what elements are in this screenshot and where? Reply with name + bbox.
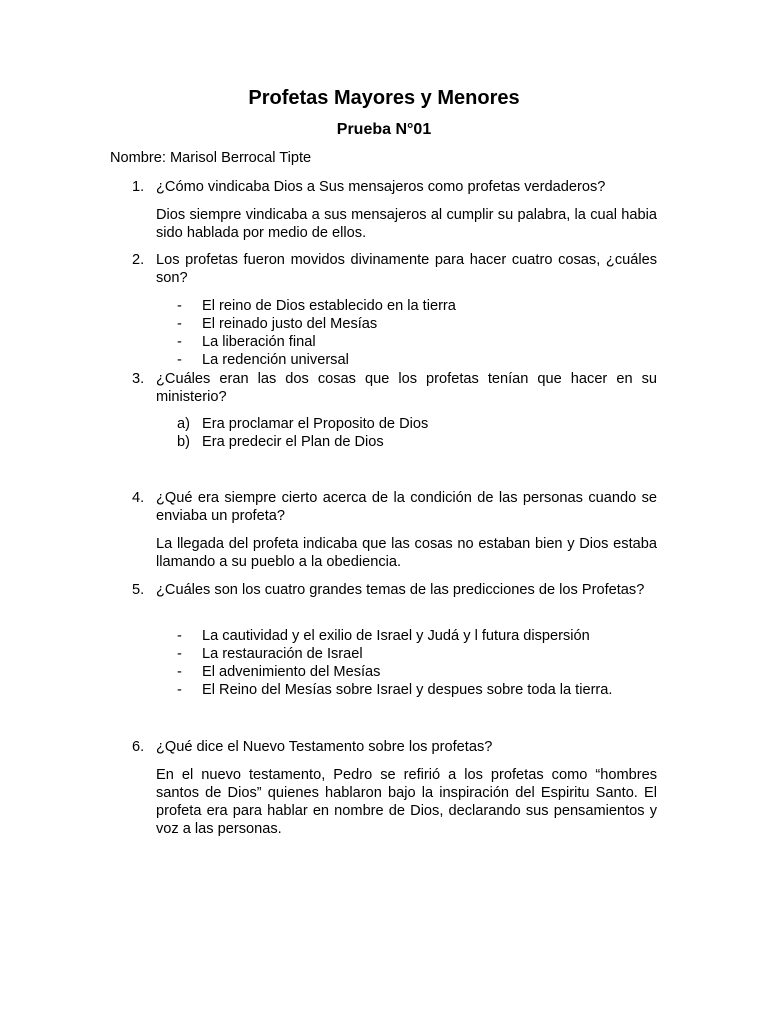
- list-item: [177, 433, 384, 451]
- question-number: 5.: [132, 582, 145, 598]
- student-name: Nombre: Marisol Berrocal Tipte: [110, 150, 312, 166]
- list-marker: -: [177, 664, 182, 680]
- list-item-text: Era predecir el Plan de Dios: [202, 434, 384, 450]
- answer-6: En el nuevo testamento, Pedro se refirió a los profetas como “hombres santos de Dios” quienes hablaron bajo la inspiración del Espiritu Santo. El profeta era para hablar en nombre de Dios, declarando sus pensamientos y voz a las personas.: [156, 767, 657, 837]
- list-item-text: La liberación final: [202, 334, 316, 350]
- list-marker: b): [177, 434, 190, 450]
- list-marker: -: [177, 628, 182, 644]
- question-text: ¿Cuáles eran las dos cosas que los profetas tenían que hacer en su ministerio?: [156, 371, 657, 405]
- page-subtitle: Prueba N°01: [336, 121, 432, 138]
- list-item: [177, 333, 316, 351]
- list-marker: -: [177, 298, 182, 314]
- question-number: 6.: [132, 739, 145, 755]
- list-marker: -: [177, 352, 182, 368]
- list-item: [177, 645, 363, 663]
- question-4: [132, 489, 657, 525]
- list-item: [177, 663, 380, 681]
- question-text: ¿Cuáles son los cuatro grandes temas de las predicciones de los Profetas?: [156, 582, 645, 598]
- question-number: 3.: [132, 371, 145, 387]
- question-number: 1.: [132, 179, 145, 195]
- answer-4: La llegada del profeta indicaba que las cosas no estaban bien y Dios estaba llamando a su pueblo a la obediencia.: [156, 536, 657, 570]
- list-marker: -: [177, 334, 182, 350]
- list-item-text: La cautividad y el exilio de Israel y Judá y l futura dispersión: [202, 628, 590, 644]
- list-item: [177, 627, 590, 645]
- page-title: Profetas Mayores y Menores: [248, 87, 520, 109]
- list-marker: -: [177, 316, 182, 332]
- list-item-text: Era proclamar el Proposito de Dios: [202, 416, 429, 432]
- list-item: [177, 351, 349, 369]
- answer-1: Dios siempre vindicaba a sus mensajeros al cumplir su palabra, la cual habia sido hablada por medio de ellos.: [156, 207, 657, 241]
- question-number: 4.: [132, 490, 145, 506]
- list-marker: -: [177, 646, 182, 662]
- list-item: [177, 297, 456, 315]
- list-item-text: El reino de Dios establecido en la tierra: [202, 298, 456, 314]
- list-item-text: El Reino del Mesías sobre Israel y despues sobre toda la tierra.: [202, 682, 613, 698]
- list-marker: a): [177, 416, 190, 432]
- question-text: ¿Qué dice el Nuevo Testamento sobre los profetas?: [156, 739, 493, 755]
- question-2: [132, 251, 657, 287]
- list-item-text: El reinado justo del Mesías: [202, 316, 378, 332]
- question-number: 2.: [132, 252, 145, 268]
- question-5: [132, 581, 657, 599]
- list-item-text: El advenimiento del Mesías: [202, 664, 381, 680]
- question-1: [132, 178, 657, 196]
- question-text: ¿Qué era siempre cierto acerca de la condición de las personas cuando se enviaba un profeta?: [156, 490, 657, 524]
- list-item-text: La redención universal: [202, 352, 349, 368]
- question-3: [132, 370, 657, 406]
- question-text: ¿Cómo vindicaba Dios a Sus mensajeros como profetas verdaderos?: [156, 179, 606, 195]
- question-6: [132, 738, 657, 756]
- list-item: [177, 315, 377, 333]
- list-marker: -: [177, 682, 182, 698]
- list-item-text: La restauración de Israel: [202, 646, 363, 662]
- question-text: Los profetas fueron movidos divinamente para hacer cuatro cosas, ¿cuáles son?: [156, 252, 657, 286]
- list-item: [177, 415, 428, 433]
- list-item: [177, 681, 612, 699]
